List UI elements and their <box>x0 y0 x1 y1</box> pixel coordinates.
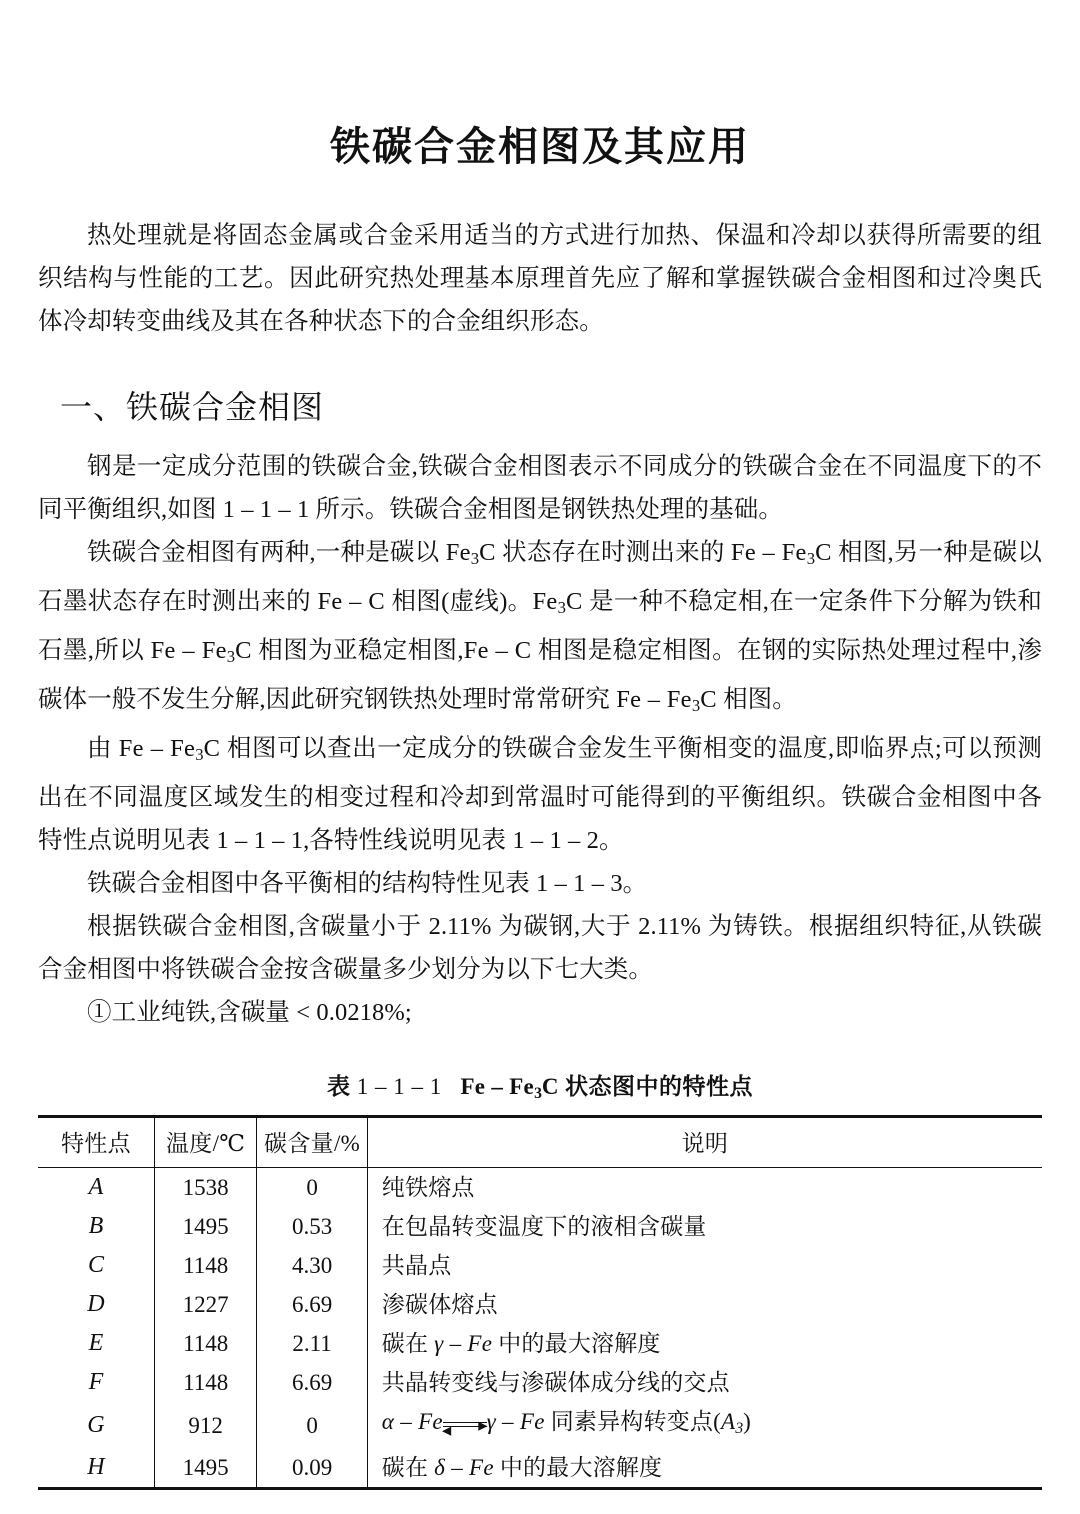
cell-temperature: 1148 <box>154 1246 256 1285</box>
intro-paragraph: 热处理就是将固态金属或合金采用适当的方式进行加热、保温和冷却以获得所需要的组织结构与性能的工艺。因此研究热处理基本原理首先应了解和掌握铁碳合金相图和过冷奥氏体冷却转变曲线及其在各种状态下的合金组织形态。 <box>38 222 1042 335</box>
column-header-carbon: 碳含量/% <box>257 1117 367 1168</box>
formula-gamma-fe-2: γ – Fe <box>486 1409 545 1435</box>
formula-fe3c-1: $Fe_3C$ <box>445 538 496 568</box>
intro-block <box>38 214 1042 343</box>
table-row <box>38 1448 1042 1489</box>
formula-fe-c-2: Fe – C <box>463 636 532 664</box>
table-row <box>38 1285 1042 1324</box>
formula-delta-fe: δ – Fe <box>434 1455 494 1481</box>
cell-description: 在包晶转变温度下的液相含碳量 <box>381 1214 707 1240</box>
cell-description: 碳在 γ – Fe 中的最大溶解度 <box>381 1331 661 1357</box>
paragraph-2 <box>38 531 1042 728</box>
cell-point: E <box>38 1324 154 1363</box>
cell-point: B <box>38 1207 154 1246</box>
formula-fe-c-1: Fe – C <box>317 587 386 615</box>
paragraph-3 <box>38 727 1042 862</box>
paragraph-1-text: 钢是一定成分范围的铁碳合金,铁碳合金相图表示不同成分的铁碳合金在不同温度下的不同平衡组织,如图 1 – 1 – 1 所示。铁碳合金相图是钢铁热处理的基础。 <box>38 452 1042 523</box>
column-header-point: 特性点 <box>38 1117 154 1168</box>
paragraph-6: ①工业纯铁,含碳量 < 0.0218%; <box>87 999 412 1027</box>
cell-temperature: 1148 <box>154 1324 256 1363</box>
cell-carbon: 4.30 <box>257 1246 367 1285</box>
section-heading: 一、铁碳合金相图 <box>60 389 325 425</box>
cell-description: 共晶转变线与渗碳体成分线的交点 <box>381 1370 730 1396</box>
formula-fe-fe3c-2: Fe – $Fe_3C$ <box>150 636 252 667</box>
table-row <box>38 1402 1042 1448</box>
cell-point: G <box>38 1402 154 1448</box>
formula-fe-fe3c-1: Fe – $Fe_3C$ <box>730 538 832 568</box>
cell-carbon: 0 <box>257 1402 367 1448</box>
paragraph-2-seg-a: 铁碳合金相图有两种,一种是碳以 <box>87 538 446 566</box>
formula-fe3c-2: $Fe_3C$ <box>532 587 583 617</box>
table-caption-formula: Fe – $Fe_3C$ <box>460 1074 559 1103</box>
cell-point: F <box>38 1363 154 1402</box>
cell-description: α – Fe ▸ ◂ γ – Fe 同素异构转变点$(A_3)$ <box>381 1409 751 1440</box>
table-caption-number: 1 – 1 – 1 <box>356 1074 442 1100</box>
table-section <box>38 1068 1042 1490</box>
paragraph-3-seg-b: 相图可以查出一定成分的铁碳合金发生平衡相变的温度,即临界点;可以预测出在不同温度区域发生的相变过程和冷却到常温时可能得到的平衡组织。铁碳合金相图中各特性点说明见表 1 – 1 – 1,各特性线说明见表 1 – 1 – 2。 <box>38 735 1042 855</box>
table-row <box>38 1168 1042 1208</box>
cell-temperature: 1538 <box>154 1168 256 1208</box>
column-header-description: 说明 <box>367 1117 1042 1168</box>
cell-carbon: 6.69 <box>257 1363 367 1402</box>
cell-carbon: 6.69 <box>257 1285 367 1324</box>
paragraph-2-seg-c: 相图,另一种是碳以石墨状态存在时测出来的 <box>38 538 1042 615</box>
cell-carbon: 0.09 <box>257 1448 367 1489</box>
paragraph-2-seg-h: 相图。 <box>716 686 797 714</box>
formula-a3: $A_3$ <box>720 1409 744 1438</box>
cell-temperature: 1227 <box>154 1285 256 1324</box>
page-title: 铁碳合金相图及其应用 <box>330 124 750 169</box>
paragraph-1 <box>38 445 1042 531</box>
table-row <box>38 1363 1042 1402</box>
cell-carbon: 2.11 <box>257 1324 367 1363</box>
cell-description: 纯铁熔点 <box>381 1175 475 1201</box>
cell-point: D <box>38 1285 154 1324</box>
paragraph-3-seg-a: 由 <box>87 735 119 763</box>
paragraph-2-seg-d: 相图(虚线)。 <box>385 587 533 615</box>
cell-carbon: 0.53 <box>257 1207 367 1246</box>
cell-point: A <box>38 1168 154 1208</box>
table-row <box>38 1324 1042 1363</box>
table-body <box>38 1168 1042 1489</box>
paragraph-5: 根据铁碳合金相图,含碳量小于 2.11% 为碳钢,大于 2.11% 为铸铁。根据组织特征,从铁碳合金相图中将铁碳合金按含碳量多少划分为以下七大类。 <box>38 913 1042 984</box>
formula-alpha-fe: α – Fe <box>381 1409 443 1435</box>
cell-temperature: 912 <box>154 1402 256 1448</box>
paragraph-2-seg-f: 相图为亚稳定相图, <box>251 636 464 664</box>
table-row <box>38 1246 1042 1285</box>
cell-point: C <box>38 1246 154 1285</box>
table-caption: 表 1 – 1 – 1 Fe – $Fe_3C$ 状态图中的特性点 <box>326 1074 754 1103</box>
cell-temperature: 1495 <box>154 1448 256 1489</box>
cell-description: 渗碳体熔点 <box>381 1292 498 1318</box>
paragraph-2-seg-g: 相图是稳定相图。在钢的实际热处理过程中,渗碳体一般不发生分解,因此研究钢铁热处理时常常研究 <box>38 636 1042 714</box>
paragraph-2-seg-e: 是一种不稳定相,在一定条件下分解为铁和石墨,所以 <box>38 587 1042 664</box>
section-body <box>38 445 1042 1035</box>
paragraph-4: 铁碳合金相图中各平衡相的结构特性见表 1 – 1 – 3。 <box>87 870 648 898</box>
cell-temperature: 1148 <box>154 1363 256 1402</box>
column-header-temperature: 温度/℃ <box>154 1117 256 1168</box>
cell-carbon: 0 <box>257 1168 367 1208</box>
cell-description: 碳在 δ – Fe 中的最大溶解度 <box>381 1455 663 1481</box>
table-header <box>38 1117 1042 1168</box>
paragraph-2-seg-b: 状态存在时测出来的 <box>495 538 731 566</box>
formula-fe-fe3c-4: Fe – $Fe_3C$ <box>118 735 221 765</box>
cell-description: 共晶点 <box>381 1253 452 1279</box>
cell-point: H <box>38 1448 154 1489</box>
formula-gamma-fe: γ – Fe <box>434 1331 493 1357</box>
table-caption-label: 表 <box>326 1074 351 1100</box>
cell-temperature: 1495 <box>154 1207 256 1246</box>
equilibrium-arrow-icon: ▸ ◂ <box>443 1413 487 1436</box>
formula-fe-fe3c-3: Fe – $Fe_3C$ <box>616 686 717 716</box>
table-header-row <box>38 1117 1042 1168</box>
characteristic-points-table <box>38 1115 1042 1490</box>
table-row <box>38 1207 1042 1246</box>
